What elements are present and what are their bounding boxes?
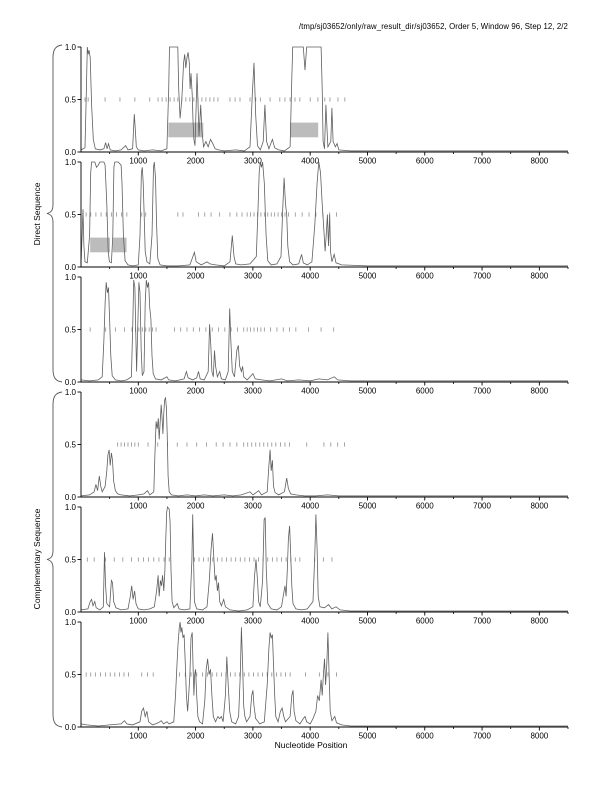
x-tick-label: 8000 bbox=[530, 156, 549, 166]
x-tick-label: 3000 bbox=[243, 271, 262, 281]
x-tick-label: 7000 bbox=[473, 271, 491, 281]
y-tick-label: 0.0 bbox=[64, 492, 76, 502]
probability-curve bbox=[81, 280, 568, 381]
panel-axes bbox=[81, 622, 568, 727]
y-tick-label: 1.0 bbox=[64, 387, 76, 397]
x-tick-label: 7000 bbox=[473, 501, 491, 511]
codon-marks bbox=[85, 97, 345, 101]
y-tick-label: 0.0 bbox=[64, 377, 76, 387]
x-tick-label: 5000 bbox=[358, 386, 377, 396]
x-tick-label: 6000 bbox=[415, 271, 434, 281]
complementary-sequence-label: Complementary Sequence bbox=[32, 508, 42, 610]
y-tick-label: 0.5 bbox=[64, 440, 76, 450]
panel-complementary-3 bbox=[65, 618, 568, 741]
x-tick-label: 8000 bbox=[530, 616, 549, 626]
direct-sequence-brace bbox=[47, 45, 62, 382]
x-axis-title: Nucleotide Position bbox=[274, 740, 348, 750]
codon-marks bbox=[90, 327, 334, 331]
y-tick-label: 0.5 bbox=[64, 555, 76, 565]
figure-title: /tmp/sj03652/only/raw_result_dir/sj03652, Order 5, Window 96, Step 12, 2/2 bbox=[298, 22, 568, 31]
x-tick-label: 3000 bbox=[243, 501, 262, 511]
panel-direct-1 bbox=[65, 43, 568, 166]
y-tick-label: 1.0 bbox=[64, 42, 76, 52]
x-tick-label: 7000 bbox=[473, 156, 491, 166]
probability-curve bbox=[81, 162, 568, 266]
x-tick-label: 4000 bbox=[301, 156, 320, 166]
x-tick-label: 4000 bbox=[301, 616, 320, 626]
x-tick-label: 4000 bbox=[301, 271, 320, 281]
x-tick-label: 5000 bbox=[358, 731, 377, 741]
probability-curve bbox=[81, 397, 568, 496]
x-tick-label: 2000 bbox=[186, 271, 205, 281]
panel-axes bbox=[81, 162, 568, 267]
x-tick-label: 6000 bbox=[415, 386, 434, 396]
x-tick-label: 3000 bbox=[243, 386, 262, 396]
x-tick-label: 7000 bbox=[473, 386, 491, 396]
x-tick-label: 4000 bbox=[301, 731, 320, 741]
x-tick-label: 1000 bbox=[129, 386, 148, 396]
x-tick-label: 2000 bbox=[186, 616, 205, 626]
coding-region-box bbox=[90, 238, 110, 253]
x-tick-label: 6000 bbox=[415, 616, 434, 626]
coding-region-box bbox=[290, 123, 318, 138]
x-tick-label: 8000 bbox=[530, 501, 549, 511]
x-tick-label: 2000 bbox=[186, 386, 205, 396]
x-tick-label: 7000 bbox=[473, 616, 491, 626]
x-tick-label: 1000 bbox=[129, 501, 148, 511]
x-tick-label: 3000 bbox=[243, 731, 262, 741]
probability-curve bbox=[81, 622, 568, 726]
y-tick-label: 1.0 bbox=[64, 502, 76, 512]
x-tick-label: 5000 bbox=[358, 616, 377, 626]
y-tick-label: 0.5 bbox=[64, 210, 76, 220]
codon-marks bbox=[87, 557, 332, 561]
y-tick-label: 0.0 bbox=[64, 262, 76, 272]
x-tick-label: 7000 bbox=[473, 731, 491, 741]
x-tick-label: 6000 bbox=[415, 731, 434, 741]
x-tick-label: 8000 bbox=[530, 731, 549, 741]
panel-direct-2 bbox=[65, 158, 568, 281]
x-tick-label: 5000 bbox=[358, 156, 377, 166]
x-tick-label: 6000 bbox=[415, 501, 434, 511]
x-tick-label: 6000 bbox=[415, 156, 434, 166]
x-tick-label: 8000 bbox=[530, 271, 549, 281]
x-tick-label: 8000 bbox=[530, 386, 549, 396]
x-tick-label: 2000 bbox=[186, 731, 205, 741]
x-tick-label: 2000 bbox=[186, 156, 205, 166]
x-tick-label: 3000 bbox=[243, 156, 262, 166]
direct-sequence-label: Direct Sequence bbox=[32, 182, 42, 246]
y-tick-label: 1.0 bbox=[64, 157, 76, 167]
x-tick-label: 3000 bbox=[243, 616, 262, 626]
y-tick-label: 1.0 bbox=[64, 272, 76, 282]
y-tick-label: 0.5 bbox=[64, 325, 76, 335]
x-tick-label: 4000 bbox=[301, 501, 320, 511]
panel-complementary-2 bbox=[65, 503, 568, 626]
x-tick-label: 5000 bbox=[358, 271, 377, 281]
y-tick-label: 0.5 bbox=[64, 95, 76, 105]
x-tick-label: 1000 bbox=[129, 271, 148, 281]
y-tick-label: 0.0 bbox=[64, 607, 76, 617]
complementary-sequence-brace bbox=[47, 392, 62, 727]
panel-direct-3 bbox=[65, 273, 568, 396]
y-tick-label: 0.0 bbox=[64, 147, 76, 157]
codon-marks bbox=[86, 212, 336, 216]
x-tick-label: 5000 bbox=[358, 501, 377, 511]
panel-axes bbox=[81, 277, 568, 382]
coding-region-box bbox=[168, 123, 203, 138]
panel-complementary-1 bbox=[65, 388, 568, 511]
x-tick-label: 4000 bbox=[301, 386, 320, 396]
x-tick-label: 2000 bbox=[186, 501, 205, 511]
x-tick-label: 1000 bbox=[129, 731, 148, 741]
x-tick-label: 1000 bbox=[129, 616, 148, 626]
codon-marks bbox=[86, 672, 336, 676]
y-tick-label: 0.0 bbox=[64, 722, 76, 732]
codon-marks bbox=[118, 442, 345, 446]
y-tick-label: 1.0 bbox=[64, 617, 76, 627]
x-tick-label: 1000 bbox=[129, 156, 148, 166]
y-tick-label: 0.5 bbox=[64, 670, 76, 680]
